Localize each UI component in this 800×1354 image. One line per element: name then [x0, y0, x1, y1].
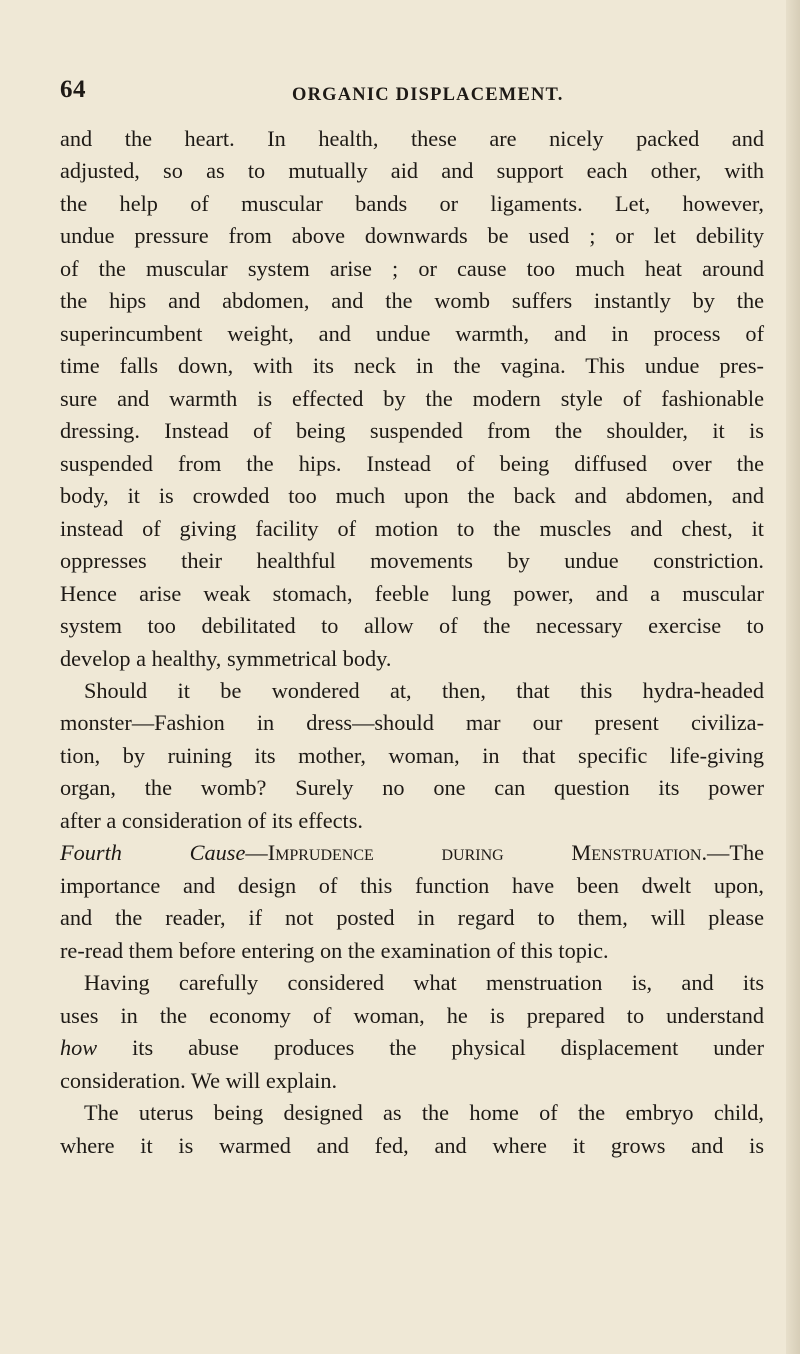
text-line: monster—Fashion in dress—should mar our present civiliza- — [60, 710, 764, 736]
text-line: where it is warmed and fed, and where it grows and is — [60, 1132, 764, 1158]
text-line: The uterus being designed as the home of the embryo child, — [84, 1100, 764, 1126]
text-line: tion, by ruining its mother, woman, in that specific life-giving — [60, 742, 764, 768]
text-line: after a consideration of its effects. — [60, 807, 363, 833]
text-line: re-read them before entering on the examination of this topic. — [60, 937, 609, 963]
text-line: the help of muscular bands or ligaments. Let, however, — [60, 190, 764, 216]
text-line: the hips and abdomen, and the womb suffers instantly by the — [60, 288, 764, 314]
text-line: and the heart. In health, these are nicely packed and — [60, 126, 764, 151]
text-line: suspended from the hips. Instead of being diffused over the — [60, 450, 764, 476]
emphasis-line — [60, 1032, 764, 1064]
text-line: sure and warmth is effected by the modern style of fashionable — [60, 385, 764, 411]
text-line: dressing. Instead of being suspended from the shoulder, it is — [60, 418, 764, 444]
page-number: 64 — [60, 76, 86, 103]
text-line: organ, the womb? Surely no one can question its power — [60, 775, 764, 801]
text-line: oppresses their healthful movements by undue constriction. — [60, 548, 764, 574]
section-first-words: —The — [707, 840, 764, 866]
text-line: system too debilitated to allow of the necessary exercise to — [60, 613, 764, 639]
section-heading-line — [60, 837, 764, 869]
text-line: Should it be wondered at, then, that this hydra-headed — [84, 677, 764, 703]
text-line: Hence arise weak stomach, feeble lung power, and a muscular — [60, 580, 764, 606]
text-line: develop a healthy, symmetrical body. — [60, 645, 392, 671]
running-title: ORGANIC DISPLACEMENT. — [292, 85, 564, 105]
text-line: instead of giving facility of motion to the muscles and chest, it — [60, 515, 764, 541]
text-line: Having carefully considered what menstruation is, and its — [84, 970, 764, 996]
text-line: adjusted, so as to mutually aid and support each other, with — [60, 158, 764, 184]
text-line: of the muscular system arise ; or cause too much heat around — [60, 255, 764, 281]
text-line: and the reader, if not posted in regard to them, will please — [60, 905, 764, 931]
page-header — [52, 72, 760, 112]
section-title: —Imprudence during Menstruation. — [245, 840, 708, 866]
text-line: uses in the economy of woman, he is prepared to understand — [60, 1002, 764, 1028]
text-line: superincumbent weight, and undue warmth, and in process of — [60, 320, 764, 346]
body-text — [60, 123, 764, 1162]
paragraph-group-a — [60, 123, 764, 837]
emphasis-rest: its abuse produces the physical displacement under — [97, 1035, 764, 1061]
paragraph-group-c — [60, 1065, 764, 1162]
text-line: body, it is crowded too much upon the back and abdomen, and — [60, 483, 764, 509]
paragraph-group-b — [60, 870, 764, 1032]
cause-label: Fourth Cause — [60, 840, 246, 866]
page-edge — [786, 0, 800, 1354]
emphasis-word: how — [60, 1035, 98, 1061]
text-line: undue pressure from above downwards be used ; or let debility — [60, 223, 764, 249]
text-line: time falls down, with its neck in the vagina. This undue pres- — [60, 353, 764, 379]
text-line: consideration. We will explain. — [60, 1067, 338, 1093]
text-line: importance and design of this function have been dwelt upon, — [60, 872, 764, 898]
